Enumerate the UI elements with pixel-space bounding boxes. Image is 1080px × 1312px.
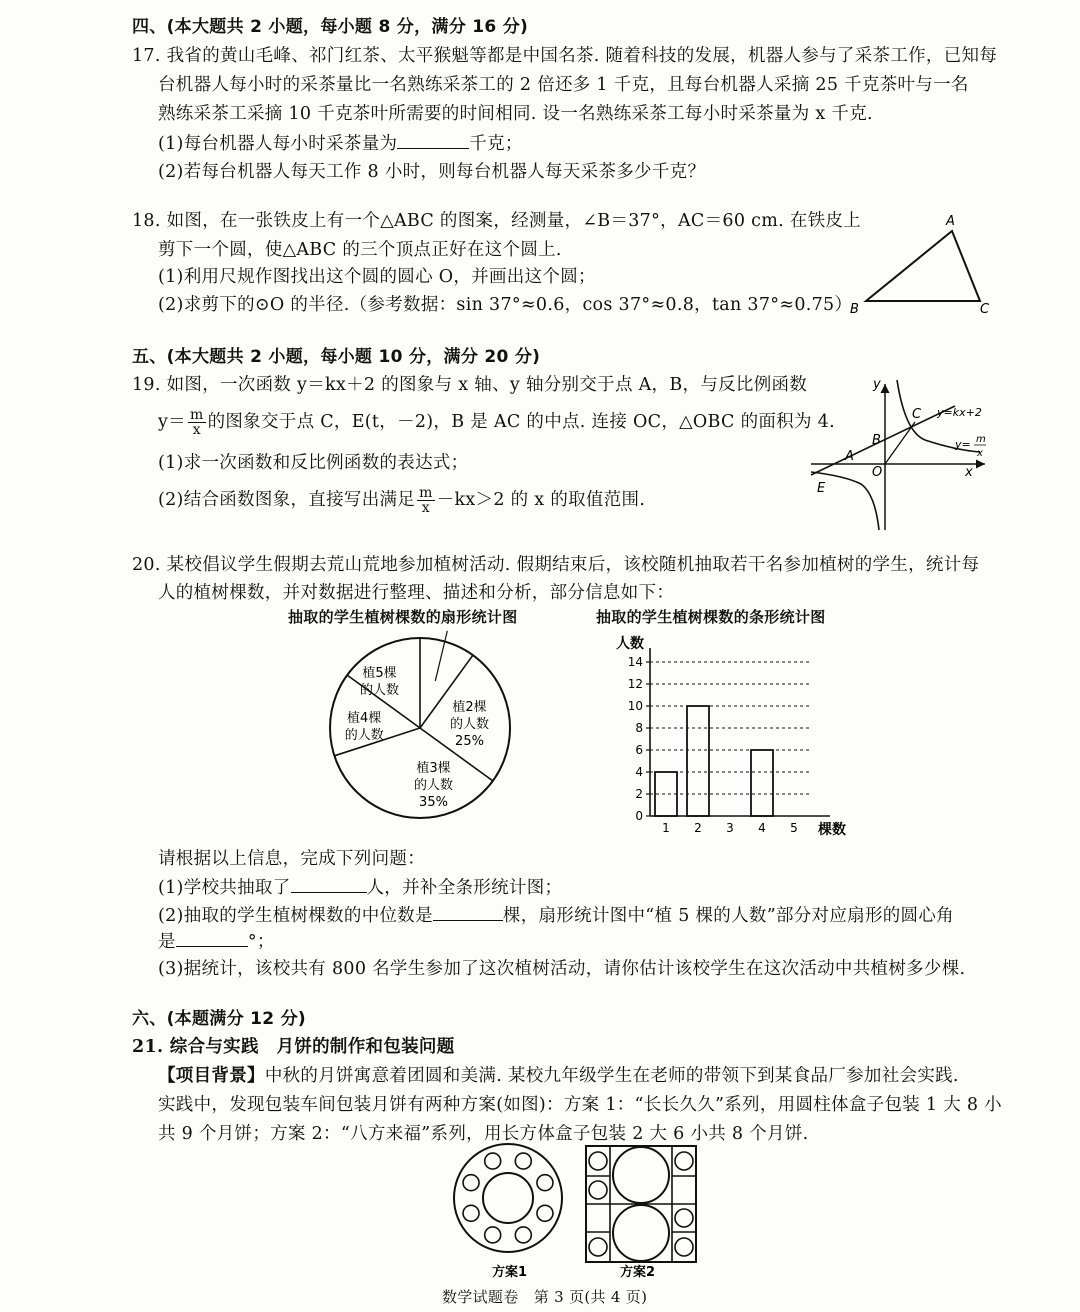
q21-line1 <box>158 1063 959 1089</box>
q20-line2: 人的植树棵数，并对数据进行整理、描述和分析，部分信息如下： <box>158 583 675 603</box>
pie-slice-label: 植4棵 <box>347 710 382 726</box>
q19-frac-num: m <box>190 407 204 423</box>
q17-line1: 17. 我省的黄山毛峰、祁门红茶、太平猴魁等都是中国名茶. 随着科技的发展，机器人参与了采茶工作，已知每 <box>132 46 998 66</box>
pie-slice-label: 的人数 <box>344 727 384 743</box>
pie-slice-percent: 35% <box>419 795 448 811</box>
triangle-abc-figure <box>840 205 1000 320</box>
function-graph-figure <box>805 372 1005 534</box>
plan2-small-mooncake <box>675 1209 693 1227</box>
section5-heading: 五、(本大题共 2 小题，每小题 10 分，满分 20 分) <box>132 347 541 367</box>
pie-slice-label: 的人数 <box>413 778 454 794</box>
plan1-large-mooncake <box>483 1173 533 1223</box>
point-c-label: C <box>912 407 922 422</box>
q20-part1 <box>158 874 562 901</box>
plan1-box <box>454 1144 562 1252</box>
section4-heading: 四、(本大题共 2 小题，每小题 8 分，满分 16 分) <box>132 17 529 37</box>
bar-chart-title: 抽取的学生植树棵数的条形统计图 <box>596 608 826 626</box>
q20-part2 <box>158 902 954 929</box>
bar-chart <box>600 628 860 844</box>
q17-part1-unit: 千克； <box>469 134 523 154</box>
q20-part2-shi: 是 <box>158 932 176 952</box>
hyperbola-label-den: x <box>977 448 983 459</box>
bar-4 <box>751 750 773 816</box>
plan1-small-mooncake <box>515 1227 531 1243</box>
q17-answer-blank[interactable] <box>397 130 469 149</box>
plan2-large-mooncake-bottom <box>613 1205 669 1261</box>
pie-slice-label: 植5棵 <box>362 665 397 681</box>
bar-x-tick-label: 4 <box>758 821 766 835</box>
q20-median-blank[interactable] <box>433 902 503 921</box>
pie-chart <box>320 628 520 828</box>
q21-line2: 实践中，发现包装车间包装月饼有两种方案(如图)：方案 1：“长长久久”系列，用圆柱体盒子包装 1 大 8 小 <box>158 1095 1002 1115</box>
bar-y-tick-label: 2 <box>635 787 643 801</box>
section6-heading: 六、(本题满分 12 分) <box>132 1009 306 1029</box>
q17-line3: 熟练采茶工采摘 10 千克茶叶所需要的时间相同. 设一名熟练采茶工每小时采茶量为 x 千克. <box>158 104 873 124</box>
point-e-label: E <box>817 481 826 496</box>
q19-fraction <box>188 408 206 437</box>
bar-x-tick-label: 5 <box>790 821 798 835</box>
point-a-label: A <box>845 449 854 464</box>
plan1-small-mooncakes <box>463 1153 553 1243</box>
q21-line3: 共 9 个月饼；方案 2：“八方来福”系列，用长方体盒子包装 2 大 6 小共 8 个月饼. <box>158 1124 809 1144</box>
plan1-small-mooncake <box>463 1205 479 1221</box>
plan1-small-mooncake <box>537 1175 553 1191</box>
plan2-small-mooncake <box>589 1152 607 1170</box>
plan2-small-mooncake <box>589 1181 607 1199</box>
bar-x-axis-label: 棵数 <box>818 822 846 838</box>
plan2-small-mooncake <box>589 1238 607 1256</box>
origin-label: O <box>872 465 883 480</box>
q20-degree: °； <box>247 932 275 952</box>
plan1-small-mooncake <box>463 1175 479 1191</box>
plan2-label: 方案2 <box>620 1265 656 1280</box>
q17-part2: (2)若每台机器人每天工作 8 小时，则每台机器人每天采茶多少千克？ <box>158 162 706 182</box>
triangle-abc <box>866 231 980 301</box>
q17-line2: 台机器人每小时的采茶量比一名熟练采茶工的 2 倍还多 1 千克，且每台机器人采摘 25 千克茶叶与一名 <box>158 75 969 95</box>
q19-y-equals: y＝ <box>158 412 186 432</box>
q21-line1-text: 中秋的月饼寓意着团圆和美满. 某校九年级学生在老师的带领下到某食品厂参加社会实践. <box>264 1066 959 1086</box>
vertex-c-label: C <box>980 302 990 317</box>
q17-part1-text: (1)每台机器人每小时采茶量为 <box>158 134 398 154</box>
q20-part2-rest: 棵，扇形统计图中“植 5 棵的人数”部分对应扇形的圆心角 <box>502 906 954 926</box>
plan1-label: 方案1 <box>492 1265 528 1280</box>
plan1-small-mooncake <box>485 1227 501 1243</box>
q19-line2-text: 的图象交于点 C，E(t，－2)，B 是 AC 的中点. 连接 OC，△OBC 的面积为 4. <box>207 412 835 432</box>
hyperbola-label-prefix: y= <box>955 438 971 451</box>
pie-slice-label: 植3棵 <box>416 761 451 777</box>
plan2-large-mooncake-top <box>613 1147 669 1203</box>
plan2-diagram <box>586 1146 696 1262</box>
q20-part1-rest: 人，并补全条形统计图； <box>366 878 563 898</box>
pie-slice-label: 植2棵 <box>452 700 487 715</box>
plan1-small-mooncake <box>515 1153 531 1169</box>
packaging-plans-figure <box>450 1142 720 1282</box>
pie-callout-line <box>435 631 447 681</box>
bar-x-tick-label: 1 <box>662 821 670 835</box>
q20-part2-line2 <box>158 928 275 955</box>
q20-part3: (3)据统计，该校共有 800 名学生参加了这次植树活动，请你估计该校学生在这次活动中共植树多少棵. <box>158 959 966 979</box>
plan1-small-mooncake <box>485 1153 501 1169</box>
q18-part2: (2)求剪下的⊙O 的半径.（参考数据：sin 37°≈0.6，cos 37°≈0.8，tan 37°≈0.75） <box>158 295 853 315</box>
bar-y-axis-label: 人数 <box>616 636 644 652</box>
page-footer: 数学试题卷 第 3 页(共 4 页) <box>442 1288 648 1306</box>
plan1-diagram <box>454 1144 562 1252</box>
line-equation-label: y=kx+2 <box>937 406 982 419</box>
bar-y-tick-label: 14 <box>627 655 643 669</box>
bar-y-tick-label: 0 <box>635 809 643 823</box>
q20-sample-size-blank[interactable] <box>291 874 367 893</box>
q20-intro: 请根据以上信息，完成下列问题： <box>158 849 425 869</box>
vertex-b-label: B <box>850 302 859 317</box>
q19-part2-frac-num: m <box>419 485 433 501</box>
bar-y-tick-label: 12 <box>627 677 643 691</box>
q19-part1: (1)求一次函数和反比例函数的表达式； <box>158 453 469 473</box>
bar-2 <box>687 706 709 816</box>
q19-line1: 19. 如图，一次函数 y＝kx＋2 的图象与 x 轴、y 轴分别交于点 A，B，与反比例函数 <box>132 375 808 395</box>
q17-part1 <box>158 130 523 157</box>
point-b-label: B <box>872 433 881 448</box>
q19-part2 <box>158 486 645 515</box>
pie-slice-label <box>448 628 487 630</box>
plan1-small-mooncake <box>537 1205 553 1221</box>
q19-part2-fraction <box>417 486 435 515</box>
q20-line1: 20. 某校倡议学生假期去荒山荒地参加植树活动. 假期结束后，该校随机抽取若干名参加植树的学生，统计每 <box>132 555 980 575</box>
q21-title: 21. 综合与实践 月饼的制作和包装问题 <box>132 1037 455 1057</box>
x-axis-label: x <box>965 465 973 480</box>
pie-slice-label: 的人数 <box>359 682 400 698</box>
plan2-small-mooncake <box>675 1152 693 1170</box>
bar-y-tick-label: 8 <box>635 721 643 735</box>
q19-part2-text: (2)结合函数图象，直接写出满足 <box>158 490 416 510</box>
q19-part2-rest: －kx＞2 的 x 的取值范围. <box>436 490 646 510</box>
q19-frac-den: x <box>192 422 201 438</box>
q18-line1: 18. 如图，在一张铁皮上有一个△ABC 的图案，经测量，∠B＝37°，AC＝60 cm. 在铁皮上 <box>132 211 862 231</box>
y-axis-label: y <box>873 377 881 392</box>
q20-angle-blank[interactable] <box>176 928 248 947</box>
q20-part1-text: (1)学校共抽取了 <box>158 878 291 898</box>
plan2-small-mooncake <box>675 1238 693 1256</box>
bar-y-tick-label: 10 <box>627 699 643 713</box>
pie-slice-label: 的人数 <box>449 717 490 732</box>
segment-oc <box>885 422 915 464</box>
q18-part1: (1)利用尺规作图找出这个圆的圆心 O，并画出这个圆； <box>158 267 596 287</box>
q21-tag: 【项目背景】 <box>158 1066 265 1086</box>
vertex-a-label: A <box>946 214 955 229</box>
q20-part2-text: (2)抽取的学生植树棵数的中位数是 <box>158 906 433 926</box>
pie-chart-title: 抽取的学生植树棵数的扇形统计图 <box>288 608 518 626</box>
q19-part2-frac-den: x <box>421 500 430 516</box>
bar-y-tick-label: 4 <box>635 765 643 779</box>
q19-line2 <box>158 408 835 437</box>
q18-line2: 剪下一个圆，使△ABC 的三个顶点正好在这个圆上. <box>158 240 562 260</box>
bar-x-tick-label: 3 <box>726 821 734 835</box>
pie-slice-percent: 25% <box>455 734 484 749</box>
bar-x-tick-label: 2 <box>694 821 702 835</box>
bar-y-tick-label: 6 <box>635 743 643 757</box>
hyperbola-label-num: m <box>976 434 986 445</box>
